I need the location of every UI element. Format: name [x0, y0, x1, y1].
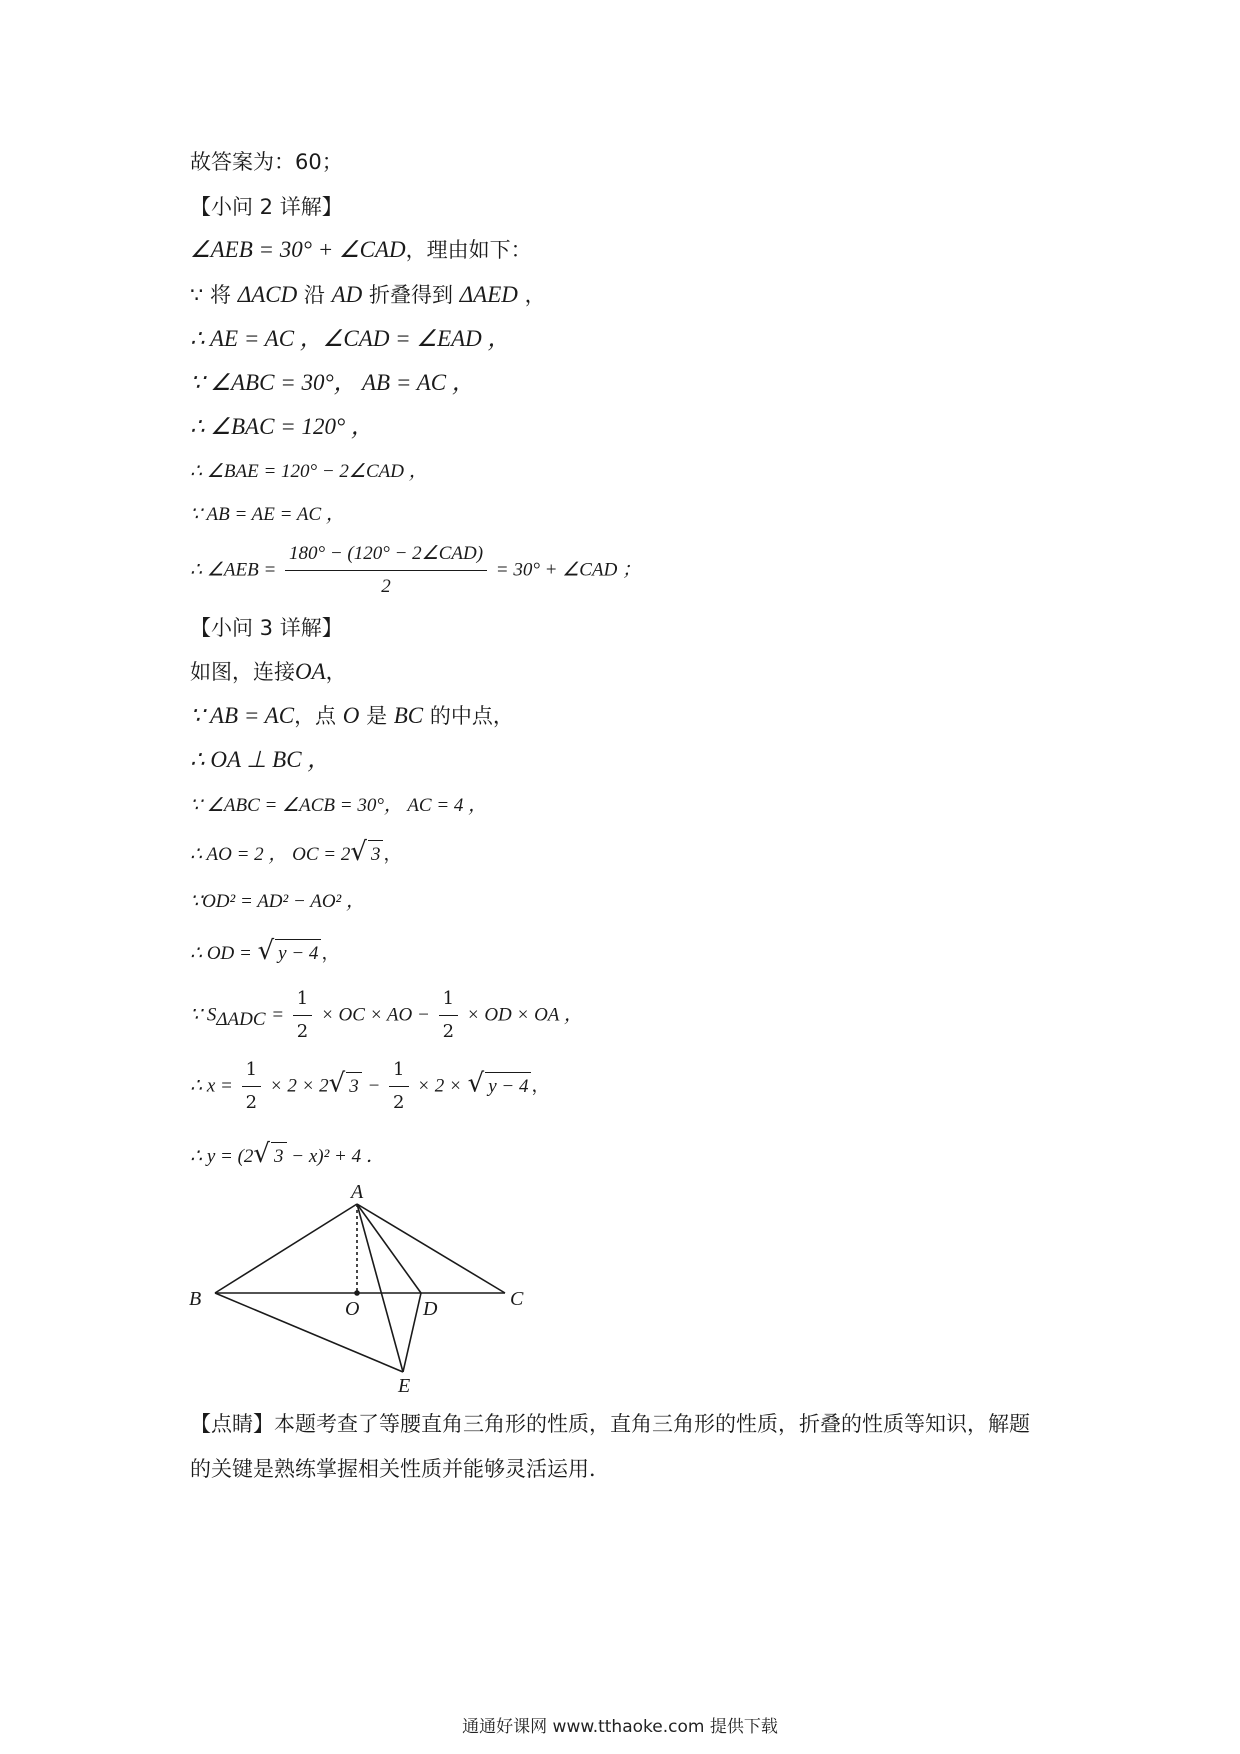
formula: ∵ AB = AE = AC ，: [190, 504, 345, 525]
area-symbol: ∵ S: [190, 1004, 217, 1026]
fraction: [439, 985, 458, 1046]
comma: ，: [383, 844, 402, 865]
radicand: y − 4: [275, 939, 321, 968]
minus: −: [367, 1075, 381, 1097]
label-b: B: [189, 1288, 202, 1310]
triangle-acd: ΔACD: [237, 282, 298, 307]
math-line-16: ∴ AO = 2 ， OC = 2√ 3 ，: [190, 837, 402, 867]
comma: ，: [321, 943, 340, 964]
comma: ，: [531, 1075, 550, 1097]
formula-lhs: ∴ x =: [190, 1075, 233, 1097]
formula: ∴ ∠BAC = 120° ，: [190, 414, 374, 439]
fraction: [285, 540, 487, 601]
geometry-diagram: [185, 1178, 545, 1393]
subquestion-3-heading: 【小问 3 详解】: [190, 616, 343, 640]
fraction: [389, 1056, 408, 1117]
fraction-numerator: 180° − (120° − 2∠CAD): [285, 540, 487, 571]
label-c: C: [510, 1288, 524, 1310]
radicand: 3: [271, 1142, 287, 1171]
text: 的中点，: [429, 704, 514, 728]
answer-line: 故答案为：60；: [190, 150, 343, 174]
term: × OC × AO −: [320, 1004, 430, 1026]
claim-text: ，理由如下：: [405, 238, 532, 262]
segment-ad: AD: [331, 282, 363, 307]
segment-ab-line: [215, 1204, 357, 1293]
along-text: 沿: [303, 283, 325, 307]
comma: ，: [524, 283, 546, 307]
segment-oa: OA: [295, 659, 326, 684]
label-a: A: [351, 1181, 364, 1203]
term: × 2 ×: [417, 1075, 462, 1097]
segment-ae-line: [357, 1204, 403, 1372]
radicand: 3: [368, 840, 384, 869]
math-line-06: [190, 369, 475, 397]
math-line-07: [190, 413, 374, 441]
formula: ∴ ∠BAE = 120° − 2∠CAD ，: [190, 461, 428, 482]
formula: ∴ AO = 2 ， OC = 2: [190, 844, 351, 865]
formula-rhs: = 30° + ∠CAD ；: [495, 559, 642, 581]
math-line-21: ∴ y = (2√ 3 − x)² + 4 ．: [190, 1139, 385, 1169]
comma: ，: [325, 660, 347, 684]
denominator: 2: [245, 1092, 258, 1113]
math-line-14: [190, 746, 330, 774]
fraction: [242, 1056, 261, 1117]
formula-lhs: ∴ ∠AEB =: [190, 559, 277, 581]
segment-ad-line: [357, 1204, 421, 1293]
math-line-19: [190, 985, 583, 1046]
formula: ∴ AE = AC ，∠CAD = ∠EAD ，: [190, 326, 511, 351]
area-subscript: ΔADC: [216, 1009, 266, 1031]
denominator: 2: [296, 1021, 309, 1042]
denominator: 2: [442, 1021, 455, 1042]
fold-text: 折叠得到: [368, 283, 453, 307]
formula: ∴ OD =: [190, 943, 252, 964]
math-line-04: [190, 281, 546, 309]
math-line-05: [190, 325, 511, 353]
radicand: 3: [346, 1072, 362, 1101]
formula: ∵ ∠ABC = ∠ACB = 30°， AC = 4 ，: [190, 795, 488, 816]
math-line-15: [190, 792, 487, 820]
segment-bc: BC: [393, 703, 424, 728]
math-line-13: [190, 702, 514, 730]
math-line-12: [190, 658, 347, 686]
text: ，点: [294, 704, 337, 728]
because-text: ∵ 将: [190, 283, 232, 307]
point-o: O: [342, 703, 360, 728]
formula: ∴ OA ⊥ BC ，: [190, 747, 331, 772]
segment-de-line: [403, 1293, 421, 1372]
text: 如图，连接: [190, 660, 295, 684]
equals: =: [271, 1004, 285, 1026]
text: 是: [366, 704, 388, 728]
point-o-dot: [354, 1290, 360, 1296]
label-e: E: [398, 1375, 411, 1393]
math-line-18: ∴ OD = √ y − 4 ，: [190, 936, 340, 966]
fraction: [293, 985, 312, 1046]
numerator: 1: [293, 985, 312, 1016]
denominator: 2: [393, 1092, 405, 1113]
math-line-08: [190, 458, 428, 486]
triangle-aed: ΔAED: [459, 282, 518, 307]
segment-ac-line: [357, 1204, 505, 1293]
label-d: D: [423, 1298, 438, 1320]
radicand: y − 4: [485, 1072, 531, 1101]
segment-be-line: [215, 1293, 403, 1372]
key-point-line-1: 【点睛】本题考查了等腰直角三角形的性质，直角三角形的性质，折叠的性质等知识，解题: [190, 1412, 1030, 1436]
formula: ∵ ∠ABC = 30°， AB = AC ，: [190, 370, 475, 395]
math-line-17: [190, 888, 365, 916]
numerator: 1: [242, 1056, 261, 1087]
formula: ∵OD² = AD² − AO² ，: [190, 891, 365, 912]
formula: ∴ y = (2: [190, 1146, 254, 1167]
formula: ∵ AB = AC: [190, 703, 295, 728]
key-point-line-2: 的关键是熟练掌握相关性质并能够灵活运用．: [190, 1457, 610, 1481]
numerator: 1: [439, 985, 458, 1016]
term: × OD × OA ，: [466, 1004, 583, 1026]
math-line-09: [190, 501, 345, 529]
math-line-20: ∴ x = $\frac{1}{2}$ × 2 × 2√ 3 − $\frac{1}{2}$ × 2 × √ y − 4 ，: [190, 1056, 549, 1117]
term: × 2 × 2: [269, 1075, 329, 1097]
math-line-10: [190, 540, 641, 601]
label-o: O: [345, 1298, 360, 1320]
math-line-03: [190, 236, 532, 264]
subquestion-2-heading: 【小问 2 详解】: [190, 195, 343, 219]
page-footer: 通通好课网 www.tthaoke.com 提供下载: [462, 1717, 778, 1737]
claim-formula: ∠AEB = 30° + ∠CAD: [190, 237, 406, 262]
numerator: 1: [389, 1056, 408, 1087]
fraction-denominator: 2: [381, 576, 391, 597]
formula: − x)² + 4 ．: [286, 1146, 385, 1167]
